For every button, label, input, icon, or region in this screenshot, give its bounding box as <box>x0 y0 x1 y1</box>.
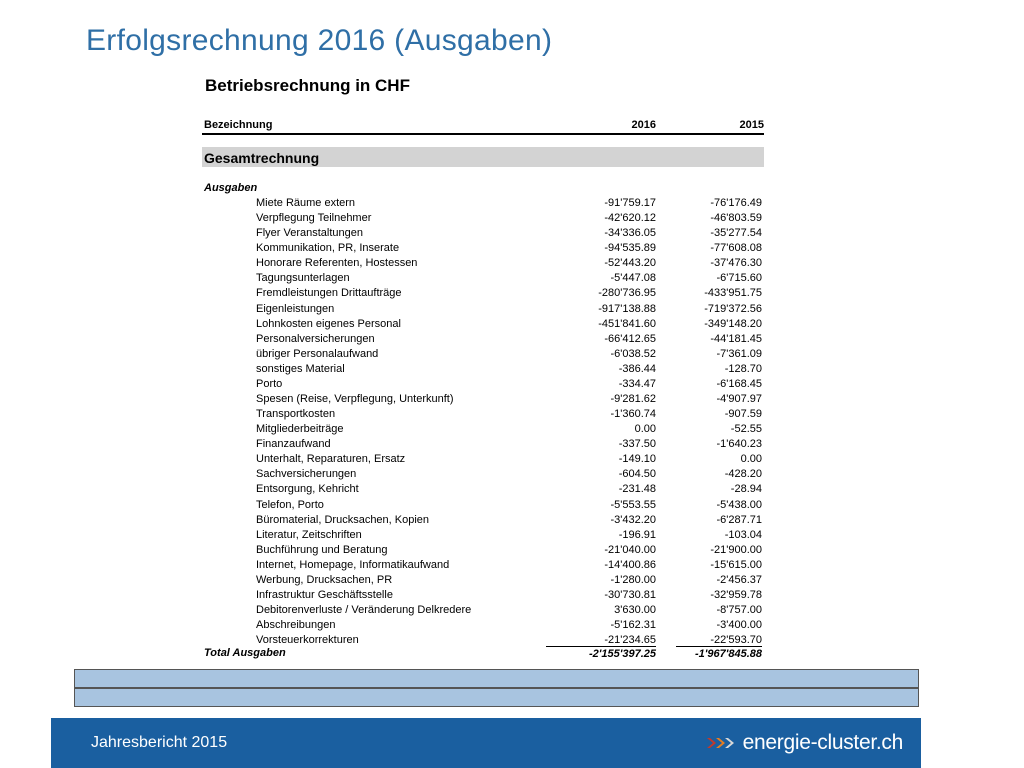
row-value-2015: -32'959.78 <box>710 589 762 602</box>
row-value-2015: -1'640.23 <box>716 438 762 451</box>
row-label: Mitgliederbeiträge <box>256 423 344 436</box>
row-value-2015: -719'372.56 <box>704 302 762 315</box>
row-value-2016: -5'162.31 <box>610 619 656 632</box>
total-label: Total Ausgaben <box>204 647 286 659</box>
table-row <box>202 392 764 407</box>
row-value-2016: 3'630.00 <box>614 604 656 617</box>
table-row <box>202 302 764 317</box>
column-header-2016: 2016 <box>631 119 656 131</box>
row-value-2015: -28.94 <box>730 483 762 496</box>
row-value-2016: -94'535.89 <box>604 242 656 255</box>
table-row <box>202 347 764 362</box>
row-label: Tagungsunterlagen <box>256 272 350 285</box>
row-value-2015: -4'907.97 <box>716 393 762 406</box>
row-value-2015: -3'400.00 <box>716 619 762 632</box>
row-value-2016: -337.50 <box>618 438 656 451</box>
row-value-2016: -386.44 <box>618 362 656 375</box>
row-label: Abschreibungen <box>256 619 336 632</box>
row-value-2016: -5'447.08 <box>610 272 656 285</box>
row-value-2015: -128.70 <box>724 362 762 375</box>
row-value-2015: -2'456.37 <box>716 573 762 586</box>
row-value-2015: -433'951.75 <box>704 287 762 300</box>
row-label: Literatur, Zeitschriften <box>256 528 362 541</box>
row-value-2015: -21'900.00 <box>710 543 762 556</box>
row-value-2015: -6'715.60 <box>716 272 762 285</box>
row-value-2016: -231.48 <box>618 483 656 496</box>
table-row <box>202 528 764 543</box>
row-value-2015: -15'615.00 <box>710 558 762 571</box>
footer-bar <box>51 718 921 768</box>
row-label: übriger Personalaufwand <box>256 347 379 360</box>
table-row <box>202 482 764 497</box>
row-value-2016: -196.91 <box>618 528 656 541</box>
row-value-2016: -21'040.00 <box>604 543 656 556</box>
total-value-2016: -2'155'397.25 <box>546 646 656 662</box>
row-value-2015: -77'608.08 <box>710 242 762 255</box>
table-row <box>202 558 764 573</box>
row-label: Lohnkosten eigenes Personal <box>256 317 401 330</box>
table-row <box>202 452 764 467</box>
row-value-2015: 0.00 <box>740 453 762 466</box>
row-value-2016: -5'553.55 <box>610 498 656 511</box>
table-row <box>202 362 764 377</box>
row-value-2016: -42'620.12 <box>604 212 656 225</box>
row-value-2015: -907.59 <box>724 408 762 421</box>
table-row <box>202 317 764 332</box>
row-label: Werbung, Drucksachen, PR <box>256 573 393 586</box>
footer-report-label: Jahresbericht 2015 <box>91 734 228 751</box>
brand-logo <box>707 730 903 756</box>
table-row <box>202 437 764 452</box>
row-label: sonstiges Material <box>256 362 345 375</box>
row-value-2015: -8'757.00 <box>716 604 762 617</box>
row-label: Flyer Veranstaltungen <box>256 227 364 240</box>
row-label: Infrastruktur Geschäftsstelle <box>256 589 393 602</box>
row-value-2015: -428.20 <box>724 468 762 481</box>
table-row <box>202 256 764 271</box>
row-label: Sachversicherungen <box>256 468 357 481</box>
total-value-2015: -1'967'845.88 <box>676 646 762 662</box>
row-value-2015: -37'476.30 <box>710 257 762 270</box>
row-label: Kommunikation, PR, Inserate <box>256 242 400 255</box>
table-row <box>202 422 764 437</box>
row-value-2015: -103.04 <box>724 528 762 541</box>
table-row <box>202 196 764 211</box>
table-row <box>202 407 764 422</box>
row-value-2016: -149.10 <box>618 453 656 466</box>
section-band <box>202 147 764 167</box>
row-value-2015: -6'168.45 <box>716 377 762 390</box>
table-strip-2 <box>74 688 919 707</box>
table-row <box>202 332 764 347</box>
row-label: Eigenleistungen <box>256 302 335 315</box>
row-label: Buchführung und Beratung <box>256 543 388 556</box>
row-label: Spesen (Reise, Verpflegung, Unterkunft) <box>256 393 454 406</box>
row-value-2015: -35'277.54 <box>710 227 762 240</box>
expense-rows <box>202 196 764 648</box>
row-value-2016: -14'400.86 <box>604 558 656 571</box>
row-value-2016: -30'730.81 <box>604 589 656 602</box>
row-value-2015: -6'287.71 <box>716 513 762 526</box>
row-value-2015: -52.55 <box>730 423 762 436</box>
row-value-2015: -5'438.00 <box>716 498 762 511</box>
row-label: Personalversicherungen <box>256 332 375 345</box>
table-row <box>202 286 764 301</box>
row-value-2016: -604.50 <box>618 468 656 481</box>
table-row <box>202 573 764 588</box>
table-row <box>202 498 764 513</box>
row-label: Debitorenverluste / Veränderung Delkredere <box>256 604 472 617</box>
group-label: Ausgaben <box>204 182 258 194</box>
row-value-2015: -7'361.09 <box>716 347 762 360</box>
row-value-2015: -22'593.70 <box>710 634 762 647</box>
brand-text: energie-cluster.ch <box>742 731 903 754</box>
table-strip-1 <box>74 669 919 688</box>
row-label: Verpflegung Teilnehmer <box>256 212 372 225</box>
row-value-2016: -9'281.62 <box>610 393 656 406</box>
row-value-2015: -46'803.59 <box>710 212 762 225</box>
row-label: Vorsteuerkorrekturen <box>256 634 359 647</box>
row-label: Büromaterial, Drucksachen, Kopien <box>256 513 430 526</box>
row-label: Miete Räume extern <box>256 197 356 209</box>
row-label: Unterhalt, Reparaturen, Ersatz <box>256 453 406 466</box>
section-title: Gesamtrechnung <box>204 150 320 166</box>
row-value-2015: -44'181.45 <box>710 332 762 345</box>
table-row <box>202 467 764 482</box>
row-label: Porto <box>256 377 283 390</box>
row-label: Fremdleistungen Drittaufträge <box>256 287 402 300</box>
table-row <box>202 226 764 241</box>
table-row <box>202 271 764 286</box>
row-label: Honorare Referenten, Hostessen <box>256 257 418 270</box>
row-value-2016: -34'336.05 <box>604 227 656 240</box>
row-value-2016: -66'412.65 <box>604 332 656 345</box>
table-row <box>202 603 764 618</box>
row-label: Finanzaufwand <box>256 438 331 451</box>
column-header-row <box>202 118 764 135</box>
column-header-2015: 2015 <box>739 119 764 131</box>
row-value-2015: -76'176.49 <box>710 197 762 209</box>
table-row <box>202 618 764 633</box>
column-header-label: Bezeichnung <box>204 119 273 131</box>
slide-title: Erfolgsrechnung 2016 (Ausgaben) <box>86 24 553 57</box>
row-label: Entsorgung, Kehricht <box>256 483 359 496</box>
row-value-2016: 0.00 <box>634 423 656 436</box>
row-value-2016: -3'432.20 <box>610 513 656 526</box>
row-value-2016: -6'038.52 <box>610 347 656 360</box>
row-value-2016: -1'280.00 <box>610 573 656 586</box>
row-value-2016: -917'138.88 <box>598 302 656 315</box>
row-value-2016: -451'841.60 <box>598 317 656 330</box>
table-row <box>202 241 764 256</box>
row-value-2016: -91'759.17 <box>604 197 656 209</box>
document-title: Betriebsrechnung in CHF <box>205 76 410 95</box>
row-value-2016: -52'443.20 <box>604 257 656 270</box>
double-chevron-icon <box>707 736 737 750</box>
row-label: Transportkosten <box>256 408 336 421</box>
row-value-2016: -1'360.74 <box>610 408 656 421</box>
table-row <box>202 513 764 528</box>
table-row <box>202 377 764 392</box>
table-row <box>202 588 764 603</box>
row-value-2016: -280'736.95 <box>598 287 656 300</box>
table-row <box>202 543 764 558</box>
table-row <box>202 211 764 226</box>
total-row <box>202 646 764 661</box>
row-label: Telefon, Porto <box>256 498 324 511</box>
row-value-2016: -21'234.65 <box>604 634 656 647</box>
row-value-2015: -349'148.20 <box>704 317 762 330</box>
row-label: Internet, Homepage, Informatikaufwand <box>256 558 450 571</box>
row-value-2016: -334.47 <box>618 377 656 390</box>
